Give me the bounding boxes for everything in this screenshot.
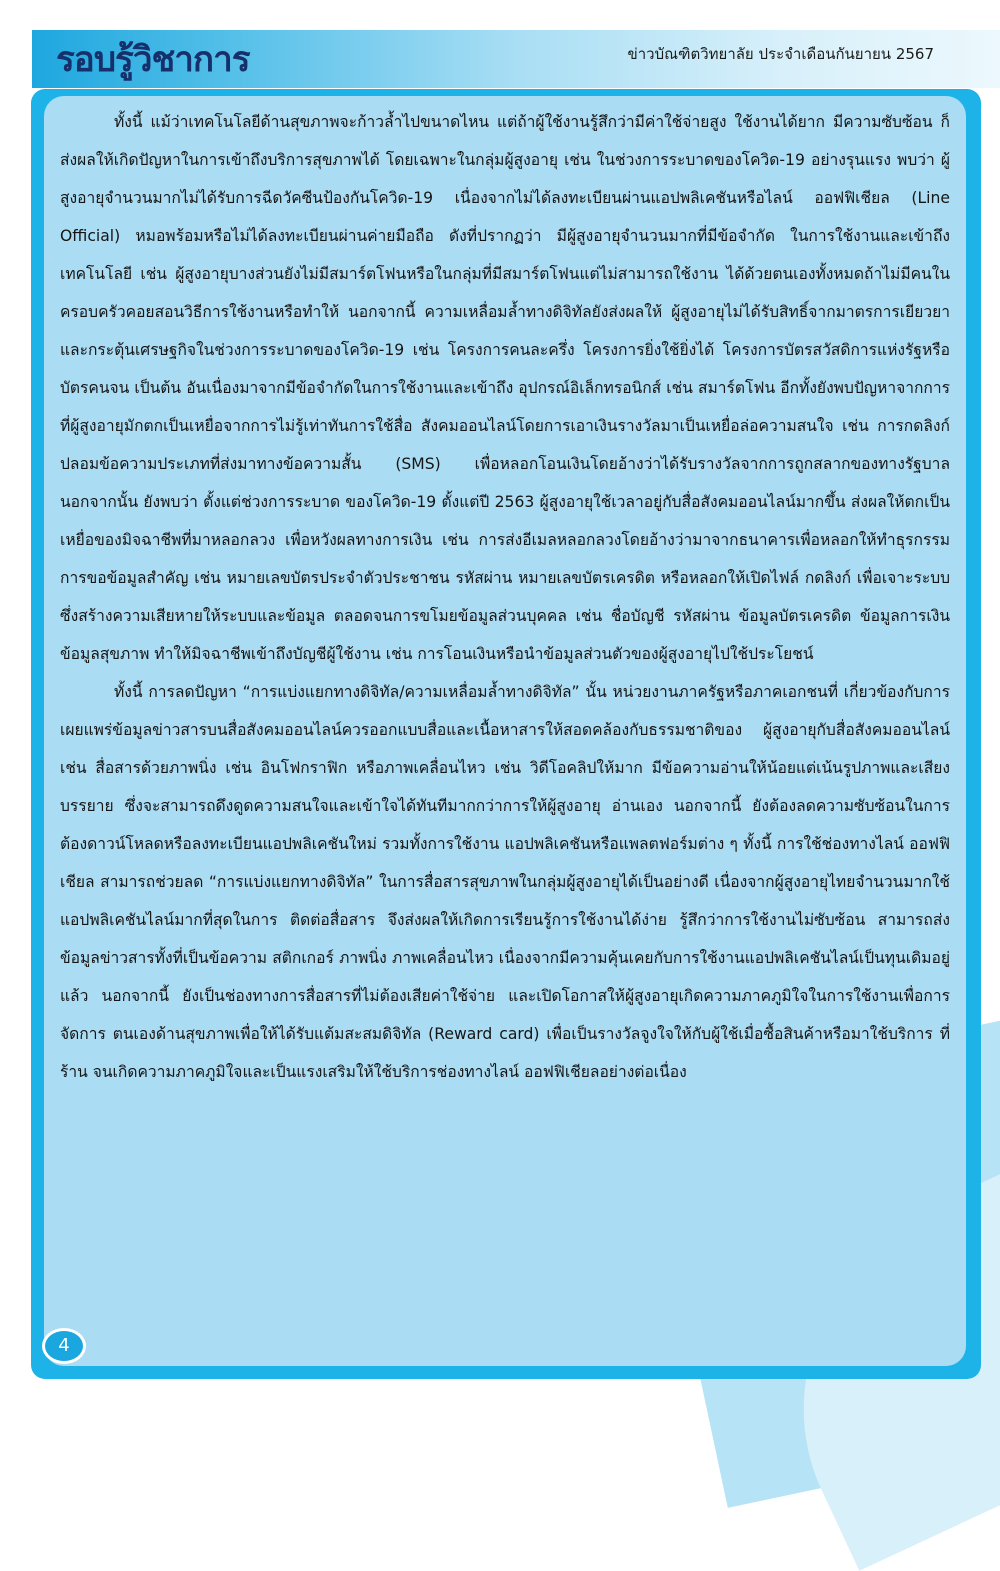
section-title: รอบรู้วิชาการ <box>56 40 250 80</box>
paragraph-1: ทั้งนี้ แม้ว่าเทคโนโลยีด้านสุขภาพจะก้าวล้ำไปขนาดไหน แต่ถ้าผู้ใช้งานรู้สึกว่ามีค่าใช้จ่ายสูง ใช้งานได้ยาก มีความซับซ้อน ก็ส่งผลให้เกิดปัญหาในการเข้าถึงบริการสุขภาพได้ โดยเฉพาะในกลุ่มผู้สูงอายุ เช่น ในช่วงการระบาดของโควิด-19 อย่างรุนแรง พบว่า ผู้สูงอายุจำนวนมากไม่ได้รับการฉีดวัคซีนป้องกันโควิด-19 เนื่องจากไม่ได้ลงทะเบียนผ่านแอปพลิเคชันหรือไลน์ ออฟฟิเชียล (Line Official) หมอพร้อมหรือไม่ได้ลงทะเบียนผ่านค่ายมือถือ ดังที่ปรากฏว่า มีผู้สูงอายุจำนวนมากที่มีข้อจำกัด ในการใช้งานและเข้าถึงเทคโนโลยี เช่น ผู้สูงอายุบางส่วนยังไม่มีสมาร์ตโฟนหรือในกลุ่มที่มีสมาร์ตโฟนแต่ไม่สามารถใช้งาน ได้ด้วยตนเองทั้งหมดถ้าไม่มีคนในครอบครัวคอยสอนวิธีการใช้งานหรือทำให้ นอกจากนี้ ความเหลื่อมล้ำทางดิจิทัลยังส่งผลให้ ผู้สูงอายุไม่ได้รับสิทธิ์จากมาตรการเยียวยาและกระตุ้นเศรษฐกิจในช่วงการระบาดของโควิด-19 เช่น โครงการคนละครึ่ง โครงการยิ่งใช้ยิ่งได้ โครงการบัตรสวัสดิการแห่งรัฐหรือบัตรคนจน เป็นต้น อันเนื่องมาจากมีข้อจำกัดในการใช้งานและเข้าถึง อุปกรณ์อิเล็กทรอนิกส์ เช่น สมาร์ตโฟน อีกทั้งยังพบปัญหาจากการที่ผู้สูงอายุมักตกเป็นเหยื่อจากการไม่รู้เท่าทันการใช้สื่อ สังคมออนไลน์โดยการเอาเงินรางวัลมาเป็นเหยื่อล่อความสนใจ เช่น การกดลิงก์ปลอมข้อความประเภทที่ส่งมาทางข้อความสั้น (SMS) เพื่อหลอกโอนเงินโดยอ้างว่าได้รับรางวัลจากการถูกสลากของทางรัฐบาล นอกจากนั้น ยังพบว่า ตั้งแต่ช่วงการระบาด ของโควิด-19 ตั้งแต่ปี 2563 ผู้สูงอายุใช้เวลาอยู่กับสื่อสังคมออนไลน์มากขึ้น ส่งผลให้ตกเป็นเหยื่อของมิจฉาชีพที่มาหลอกลวง เพื่อหวังผลทางการเงิน เช่น การส่งอีเมลหลอกลวงโดยอ้างว่ามาจากธนาคารเพื่อหลอกให้ทำธุรกรรม การขอข้อมูลสำคัญ เช่น หมายเลขบัตรประจำตัวประชาชน รหัสผ่าน หมายเลขบัตรเครดิต หรือหลอกให้เปิดไฟล์ กดลิงก์ เพื่อเจาะระบบ ซึ่งสร้างความเสียหายให้ระบบและข้อมูล ตลอดจนการขโมยข้อมูลส่วนบุคคล เช่น ชื่อบัญชี รหัสผ่าน ข้อมูลบัตรเครดิต ข้อมูลการเงิน ข้อมูลสุขภาพ ทำให้มิจฉาชีพเข้าถึงบัญชีผู้ใช้งาน เช่น การโอนเงินหรือนำข้อมูลส่วนตัวของผู้สูงอายุไปใช้ประโยชน์ <box>60 113 950 663</box>
article-body <box>60 103 950 1091</box>
paragraph-2: ทั้งนี้ การลดปัญหา “การแบ่งแยกทางดิจิทัล/ความเหลื่อมล้ำทางดิจิทัล” นั้น หน่วยงานภาครัฐหรือภาคเอกชนที่ เกี่ยวข้องกับการเผยแพร่ข้อมูลข่าวสารบนสื่อสังคมออนไลน์ควรออกแบบสื่อและเนื้อหาสารให้สอดคล้องกับธรรมชาติของ ผู้สูงอายุกับสื่อสังคมออนไลน์ เช่น สื่อสารด้วยภาพนิ่ง เช่น อินโฟกราฟิก หรือภาพเคลื่อนไหว เช่น วิดีโอคลิปให้มาก มีข้อความอ่านให้น้อยแต่เน้นรูปภาพและเสียงบรรยาย ซึ่งจะสามารถดึงดูดความสนใจและเข้าใจได้ทันทีมากกว่าการให้ผู้สูงอายุ อ่านเอง นอกจากนี้ ยังต้องลดความซับซ้อนในการต้องดาวน์โหลดหรือลงทะเบียนแอปพลิเคชันใหม่ รวมทั้งการใช้งาน แอปพลิเคชันหรือแพลตฟอร์มต่าง ๆ ทั้งนี้ การใช้ช่องทางไลน์ ออฟฟิเชียล สามารถช่วยลด “การแบ่งแยกทางดิจิทัล” ในการสื่อสารสุขภาพในกลุ่มผู้สูงอายุได้เป็นอย่างดี เนื่องจากผู้สูงอายุไทยจำนวนมากใช้แอปพลิเคชันไลน์มากที่สุดในการ ติดต่อสื่อสาร จึงส่งผลให้เกิดการเรียนรู้การใช้งานได้ง่าย รู้สึกว่าการใช้งานไม่ซับซ้อน สามารถส่งข้อมูลข่าวสารทั้งที่เป็นข้อความ สติกเกอร์ ภาพนิ่ง ภาพเคลื่อนไหว เนื่องจากมีความคุ้นเคยกับการใช้งานแอปพลิเคชันไลน์เป็นทุนเดิมอยู่แล้ว นอกจากนี้ ยังเป็นช่องทางการสื่อสารที่ไม่ต้องเสียค่าใช้จ่าย และเปิดโอกาสให้ผู้สูงอายุเกิดความภาคภูมิใจในการใช้งานเพื่อการจัดการ ตนเองด้านสุขภาพเพื่อให้ได้รับแต้มสะสมดิจิทัล (Reward card) เพื่อเป็นรางวัลจูงใจให้กับผู้ใช้เมื่อซื้อสินค้าหรือมาใช้บริการ ที่ร้าน จนเกิดความภาคภูมิใจและเป็นแรงเสริมให้ใช้บริการช่องทางไลน์ ออฟฟิเชียลอย่างต่อเนื่อง <box>60 683 950 1081</box>
issue-info: ข่าวบัณฑิตวิทยาลัย ประจำเดือนกันยายน 2567 <box>627 45 934 63</box>
page-number: 4 <box>42 1328 86 1364</box>
